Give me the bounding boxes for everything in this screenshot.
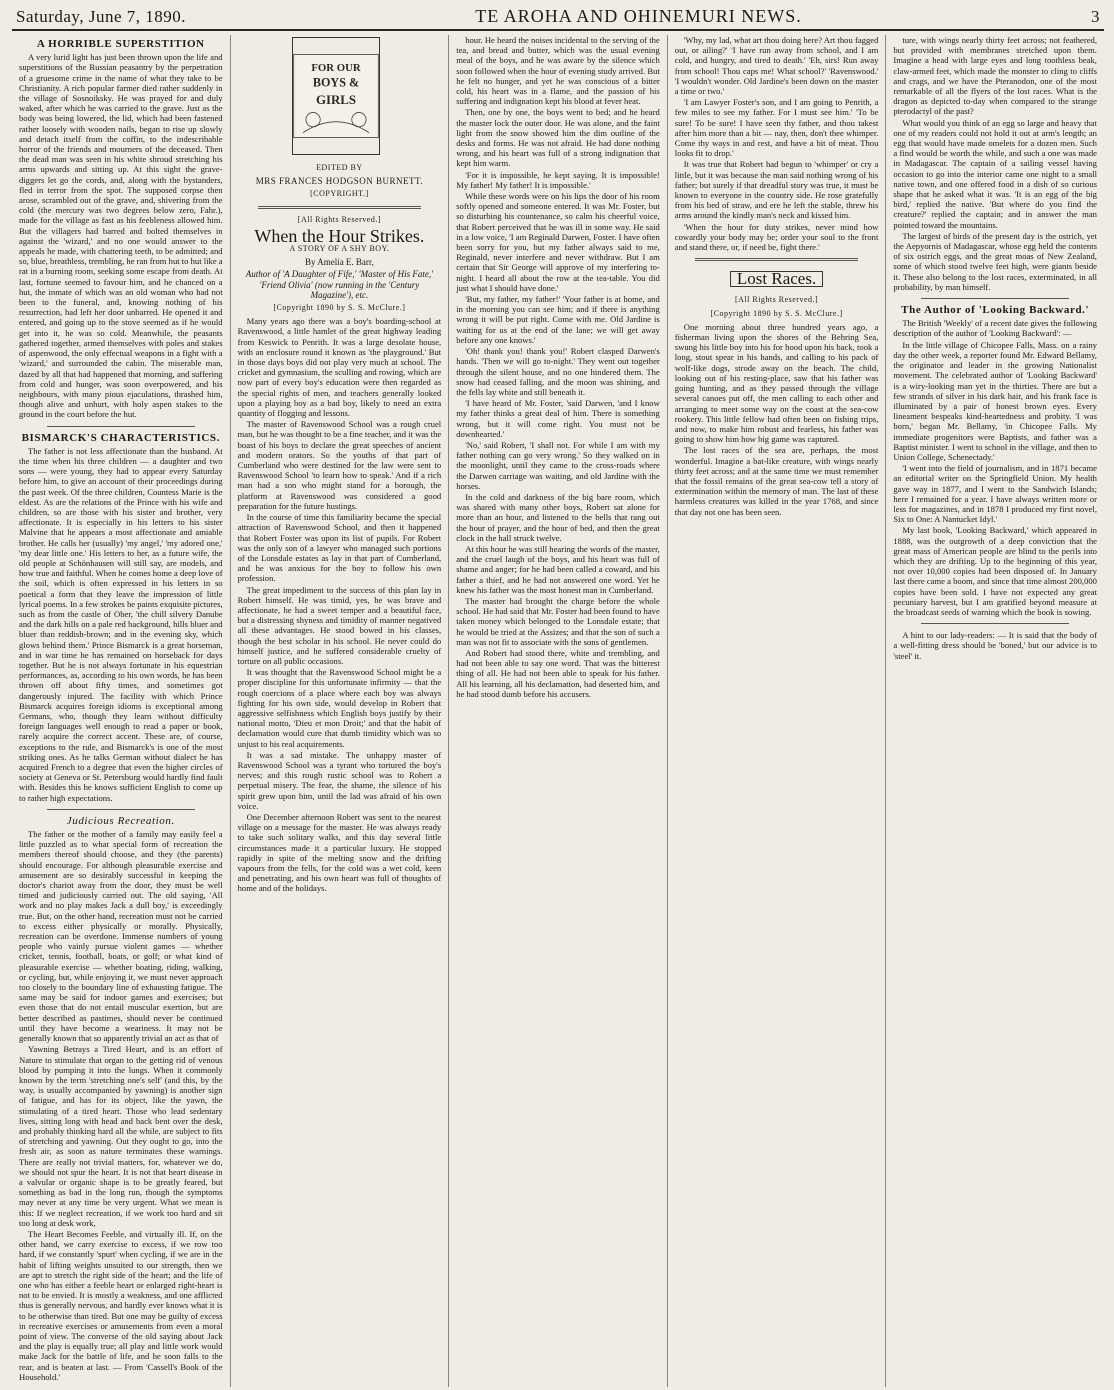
divider — [921, 623, 1069, 624]
article-paragraph: The father or the mother of a family may easily feel a little puzzled as to what special form of recreation the members thereof should choose, and they (the parents) should encourage. For although pleasurable exercise and amusement are so desirably successful in keeping the doctor's chariot away from the door, they must be well timed and judiciously carried out. The old saying, 'All work and no play makes Jack a dull boy,' is exceedingly true. But, on the other hand, recreation must not be carried to excess either physically or morally. Physically, recreation can be overdone. Immense numbers of young people who vainly pursue violent games — whether cricket, tennis, football, boats, or golf; or what kind of pleasurable exercise — whether boating, riding, walking, or cycling, but, while enjoying it, we must never approach too closely to the boundary line of exhausting fatigue. The same may be said for indoor games and exercises; but even those that do not entail muscular exertion, but are better described as pastimes, should never be continued until they have become a weariness. It may not be generally known that so apparently trivial an act as that of — [19, 829, 223, 1044]
story-paragraph: 'When the hour for duty strikes, never mind how cowardly your body may be; order your soul to the front and stand there, or, if need be, fight there.' — [674, 221, 879, 253]
article-paragraph: The British 'Weekly' of a recent date gives the following description of the author of 'Looking Backward': — — [893, 318, 1097, 339]
headline-bismarck: BISMARCK'S CHARACTERISTICS. — [21, 431, 220, 444]
article-paragraph: The father is not less affectionate than the husband. At the time when his three children — a daughter and two sons — were young, they had to appear every Saturday before him, to give an account of their proceedings during the past week. Of the three children, Countess Marie is the eldest. As are the relations of the Prince with his wife and children, so are those with his sister and brother, very affectionate. It is especially in his letters to his sister Malvine that he appears a most affectionate and amiable brother. He calls her (usually) 'my angel,' 'my adored one,' 'my dear little one.' His letters to her, as a future wife, the old people at Schönhausen will still say, are models, and how true and faithful. When he comes home a deep love of the soil, which is often expressed in his letters in so poetical a form that they leave the impression of little lyrical poems. In a few strokes he paints exquisite pictures, such as from the castle of Ober, 'the chill silvery Danube and the dark hills on a pale red background, hills bluer and bluer than reddish-brown; and in the evening sky, which glows behind them.' Prince Bismarck is a great horseman, and in war time he has remained on horseback for days together. But he is not always fortunate in his equestrian performances, as, according to his own words, he has been thrown off about fifty times, and sometimes got dangerously injured. The facility with which Prince Bismarck acquires foreign idioms is exceptional among Germans, who, though they learn without difficulty foreign languages well enough to read a paper or book, rarely acquire the correct accent. These are, of course, exceptions to the rule, and Bismarck's is one of the most striking ones. As he talks German without dialect he has acquired French to a degree that even the higher circles of society at Geneva or St. Petersburg would hardly find fault with. Besides this he knows sufficient English to come up to rather high expectations. — [19, 445, 223, 803]
article-paragraph: The largest of birds of the present day is the ostrich, yet the Aepyornis of Madagascar, whose egg held the contents of six ostrich eggs, and the great moas of New Zealand, some of which stood twelve feet high, were giants beside it. These also belong to the lost races, exterminated, in all probability, by man himself. — [893, 230, 1097, 292]
article-paragraph: A very lurid light has just been thrown upon the life and superstitions of the Russian peasantry by the perpetration of a gruesome crime in the name of what they take to be Christianity. A rich popular farmer died rather suddenly in the village of Sosnoiksky. He was prayed for and duly waked, after which he was carried to the grave. Just as the body was being lowered, the lid, which had been fastened rather loosely with wooden nails, began to rise up slowly and detach itself from the coffin, to the indescribable horror of the friends and mourners of the deceased. Then the dead man was seen in his white shroud stretching his arms upwards and sitting up. At this sight the grave-diggers let go the cords, and, along with the bystanders, fled in terror from the spot. The supposed corpse then arose, scrambled out of the grave, and, shivering from the cold (the mercury was two degrees below zero, Fahr.), made for the village as fast as his feebleness allowed him. But the villagers had barred and bolted themselves in against the 'wizard,' and no one would answer to the appeals he made, with chattering teeth, to be admitted; and so, blue, breathless, trembling, he ran from hut to hut like a rat in a burning room, seeking some escape from death. At last, fortune seemed to favour him, and he chanced on a hut, the inmate of which was an old woman who had not been to the funeral, and, knowing nothing of his resurrection, had left her door unbarred. He opened it and entered, and going up to the stove seemed as if he would get into it, he was so cold. Meanwhile, the peasants gathered together, armed themselves with poles and stakes of aspenwood, the only effectual weapons in a fight with a 'wizard,' and surrounded the cabin. The miserable man, dazed by all that had happened that morning, and suffering from cold and hunger, was soon overpowered, and his neighbours, with many pious ejaculations, thrashed him, though alive and unhurt, with holy aspen stakes to the ground in the court before the hut. — [19, 52, 223, 420]
story-paragraph: 'No,' said Robert, 'I shall not. For while I am with my father nothing can go very wrong.' So they walked on in the moonlight, until they came to the cross-roads where the Darwen carriage was waiting, and old Jardine with the horses. — [456, 439, 660, 491]
rights-reserved: [All Rights Reserved.] — [297, 214, 381, 224]
lost-races-title-wrap — [675, 267, 879, 291]
column-2 — [231, 35, 450, 1387]
masthead-page-number: 3 — [1091, 7, 1100, 26]
story-paragraph: The great impediment to the success of this plan lay in Robert himself. He was timid, yes, he was brave and affectionate, he had a sweet temper and a beautiful face, but a distressing shyness and timidity of manner negatived all these advantages. He stood bowed in his classes, though the best scholar in his school. He never could do himself justice, and he suffered considerable cruelty of torture on all public occasions. — [237, 584, 442, 666]
masthead-title: TE AROHA AND OHINEMURI NEWS. — [475, 6, 802, 26]
story-paragraph: The master had brought the charge before the whole school. He had said that Mr. Foster had been found to have taken money which belonged to the Lonsdale estate; that he would be tried at the Assizes; and that the son of such a man was not fit to associate with the sons of gentlemen. — [456, 595, 660, 647]
story-paragraph: Then, one by one, the boys went to bed; and he heard the master lock the outer door. He was alone, and the faint light from the snow showed him the dim outline of the desks and forms. He was not afraid. He had done nothing wrong, and his heart was full of a strong indignation that kept him warm. — [456, 107, 660, 169]
lost-races-rights: [All Rights Reserved.] — [734, 295, 819, 305]
story-paragraph: hour. He heard the noises incidental to the serving of the tea, and bread and butter, which was the usual evening meal of the boys, and he was aware by the silence which soon followed when the hour of evening study arrived. But he felt no hunger, and yet he was conscious of a bitter cold, his heart was in a flame, and the passion of his suffering and indignation kept his blood at fever heat. — [456, 35, 660, 107]
story-copyright: [Copyright 1890 by S. S. McClure.] — [273, 303, 406, 313]
divider — [47, 426, 195, 427]
story-title: When the Hour Strikes. — [254, 225, 425, 246]
lost-races-copyright: [Copyright 1890 by S. S. McClure.] — [710, 308, 843, 318]
story-subtitle: A STORY OF A SHY BOY. — [289, 244, 390, 254]
columns — [12, 35, 1104, 1387]
for-our-boys-and-girls-logo — [292, 37, 380, 155]
article-paragraph: The lost races of the sea are, perhaps, the most wonderful. Imagine a bat-like creature, with wings nearly thirty feet across; and at the same time we must remember that the fossil remains of the great sea-cow tell a story of extermination within the memory of man. The last of these harmless creatures was killed in the year 1768, and since that day not one has been seen. — [674, 445, 879, 517]
story-paragraph: It was true that Robert had begun to 'whimper' or cry a little, but it was because the man said nothing wrong of his father; but surely if that dreadful story was true, it must be known to everyone in the country side. He rose gratefully from his bed of straw, and ere he left the stable, threw his arms around the kindly man's neck and kissed him. — [674, 159, 879, 221]
edited-by: EDITED BY — [316, 163, 363, 172]
story-paragraph: And Robert had stood there, white and trembling, and had not been able to say one word. That was the bitterest thing of all. He had not been able to speak for his father. All his learning, all his declamation, had deserted him, and he had stood dumb before his accusers. — [456, 647, 660, 699]
column-3 — [449, 35, 668, 1387]
story-paragraph: 'I have heard of Mr. Foster, 'said Darwen, 'and I know my father thinks a great deal of him. There is something wrong, but it will come right. You must not be downhearted.' — [456, 398, 660, 439]
column-4 — [668, 35, 887, 1387]
story-paragraph: 'For it is impossible, he kept saying. It is impossible! My father! My father! It is impossible.' — [456, 169, 660, 190]
article-paragraph: ture, with wings nearly thirty feet across; not feathered, but provided with membranes stretched upon them. Imagine a head with large eyes and long toothless beak, claw-armed feet, which made the monster to cling to cliffs and crags, and we have the Pteranodon, one of the most remarkable of all the flyers of the lost races. What is the dragon as depicted to-day when compared to the strange pterodactyl of the past? — [893, 35, 1097, 117]
copyright-notice: [COPYRIGHT.] — [310, 189, 369, 199]
article-paragraph: 'I went into the field of journalism, and in 1871 became an editorial writer on the Springfield Union. My health gave way in 1877, and I went to the Sandwich Islands; here I remained for a year. I have always written more or less for magazines, and in 1878 I produced my first novel, Six to One: A Nantucket Idyl.' — [893, 463, 1097, 525]
divider — [258, 206, 422, 209]
story-paragraph: 'I am Lawyer Foster's son, and I am going to Penrith, a few miles to see my father. For I must see him.' 'To be sure! To be sure! I have seen thy father, and thou takest after him more than a bit — nay, then, don't thee whimper. Come thy ways in and rest, and have a bit of meat. Thou looks fit to drop.' — [674, 97, 879, 159]
svg-text:BOYS &: BOYS & — [313, 75, 360, 90]
headline-superstition: A HORRIBLE SUPERSTITION — [36, 38, 205, 50]
story-paragraph: The master of Ravenswood School was a rough cruel man, but he was thought to be a fine teacher, and it was the boast of his boys to declare the great speeches of ancient and modern orators. So the youths of that part of Cumberland who were destined for the law were sent to Ravenswood School 'to learn how to speak.' And if a rich man had a son who might stand for a borough, the platform at Ravenswood was considered a good preparation for the future hustings. — [237, 419, 442, 511]
story-paragraph: 'Oh! thank you! thank you!' Robert clasped Darwen's hands. 'Then we will go to-night.' They went out together through the silent house, and no one hindered them. The snow had ceased falling, and the moon was shining, and the fells lay white and still beneath it. — [456, 346, 660, 397]
article-paragraph: My last book, 'Looking Backward,' which appeared in 1888, was the outgrowth of a deep conviction that the great mass of American people are blind to the perils into which they are drifting. Up to the beginning of this year, not over 10,000 copies had been disposed of. In January last there came a boom, and since that time almost 200,000 copies have been sold. I have not expected any great pecuniary harvest, but I am gratified beyond measure at the broadcast seeds of warning which the book is sowing. — [893, 525, 1097, 617]
column-1 — [12, 35, 231, 1387]
svg-text:FOR OUR: FOR OUR — [311, 61, 362, 74]
lost-races-title: Lost Races. — [730, 271, 823, 287]
headline-recreation: Judicious Recreation. — [66, 814, 175, 827]
story-paragraph: One December afternoon Robert was sent to the nearest village on a message for the master. He was always ready to take such solitary walks, and this day several little circumstances made it a particular luxury. He stopped rapidly in spite of the melting snow and the drifting vapours from the fells, for the cold was a wet cold, keen and penetrating, and his own heart was full of thoughts of home and of the holidays. — [237, 811, 442, 894]
divider — [695, 258, 859, 261]
story-paragraph: 'Why, my lad, what art thou doing here? Art thou fagged out, or ailing?' 'I have run away from school, and I am cold, and hungry, and tired to death.' 'Eh, sirs! Run away from school! Thou caps me! What school?' 'Ravenswood.' 'I wouldn't wonder. Old Jardine's been down on the master a time or two.' — [674, 35, 879, 97]
editor-name: MRS FRANCES HODGSON BURNETT. — [255, 176, 424, 187]
article-paragraph: Yawning Betrays a Tired Heart, and is an effort of Nature to stimulate that organ to the getting rid of venous blood by pumping it into the lungs. When it commonly known by the term 'stretching one's self' (and this, by the way, is usually accompanied by yawning) is another sign of fatigue, and has for its object, like the yawn, the stimulating of a tired heart. Those who lead sedentary lives, sitting long with head and back bent over the desk, and probably thinking hard all the while, are subject to fits of stretching and yawning. Out they ought to go, into the fresh air, as soon as nature terminates these warnings. There are really not trivial matters, for, whatever we do, we should not spur the heart. It is not that heart disease in a valvular or organic shape is to be greatly feared, but something as bad in the long run, though the symptoms may never at any time be very urgent. What we mean is this: If we neglect recreation, if we work too hard and sit too long at desk work, — [19, 1044, 223, 1228]
story-paragraph: While these words were on his lips the door of his room softly opened and someone entered. It was Mr. Foster, but so disturbing his countenance, so calm his cheerful voice, that Robert perceived that he was ill in some way. He said in a low voice, 'I am Reginald Darwen, Foster. I have often been sorry for you, but my father always said to me, Reginald, never interfere and never withdraw. But I am certain that Sir George will approve of my interfering to-night. I heard all about the row at the tea-table. You did just what I should have done.' — [456, 191, 660, 293]
article-paragraph: A hint to our lady-readers: — It is said that the body of a well-fitting dress should be 'boned,' but our advice is to 'steel' it. — [893, 630, 1097, 661]
story-author: By Amelia E. Barr, — [304, 257, 374, 268]
divider — [47, 809, 195, 810]
story-paragraph: In the cold and darkness of the big bare room, which was shared with many other boys, Robert sat alone for more than an hour, and listened to the bells that rang out the hour of prayer, and the hour of bed, and then the great clock in the hall struck twelve. — [456, 491, 660, 543]
headline-looking-backward: The Author of 'Looking Backward.' — [901, 304, 1090, 317]
story-author-note: Author of 'A Daughter of Fife,' 'Master of His Fate,' 'Friend Olivia' (now running in the 'Century Magazine'), etc. — [245, 269, 434, 300]
column-5 — [886, 35, 1104, 1387]
story-paragraph: Many years ago there was a boy's boarding-school at Ravenswood, a little hamlet of the great highway leading from Keswick to Penrith. It was a large desolate house, with an enclosure round it known as 'the playground.' But in those days boys did not play very much at school. The cricket and gymnasium, the sculling and rowing, which are now part of every boy's education were then regarded as the special rights of men, and teachers generally looked upon a playing boy as a bad boy, likely to need an extra quantity of flogging and lessons. — [237, 316, 442, 419]
story-paragraph: It was thought that the Ravenswood School might be a proper discipline for this unfortunate infirmity — that the rough coercions of a place where each boy was always fighting for his own side, would develop in Robert that aggressive selfishness which English boys justify by their national motto, 'Dieu et mon Droit;' and that the habit of declamation would cure that dumb timidity which was so unjust to his real acquirements. — [237, 667, 442, 749]
article-paragraph: One morning about three hundred years ago, a fisherman living upon the shores of the Behring Sea, swung his little boy into his for hood upon his back, took a long, stout spear in his hands, and calling to his pack of wolf-like dogs, strode away on the beach. The child, looking out of his resting-place, saw that his father was going hunting, and as they passed through the village several canoes put off, the men calling to each other and arranging to meet some way on the coast at the sea-cow rookery. This little fellow had often been on fishing trips, and now, to make him robust and fearless, his father was going to show him how big game was captured. — [674, 321, 879, 445]
masthead-illustration-wrap — [238, 37, 442, 159]
story-paragraph: 'But, my father, my father!' 'Your father is at home, and in the morning you can see him; and if there is anything wrong it will be put right. Come with me. Old Jardine is waiting for us at the end of the lane; we will get away before any one knows.' — [456, 294, 660, 345]
article-paragraph: In the little village of Chicopee Falls, Mass. on a rainy day the other week, a reporter found Mr. Edward Bellamy, the originator and leader in the growing Nationalist movement. The celebrated author of 'Looking Backward' is a wiry-looking man yet in the thirties. There are but a few strands of silver in his dark hair, and his frank face is illuminated by a pair of honest brown eyes. Every lineament bespeaks kind-heartedness and probity. 'I was born,' began Mr. Bellamy, 'in Chicopee Falls. My immediate progenitors were Baptists, and father was a Baptist minister. I went to school in the village, and then to Union College, Schenectady.' — [893, 339, 1097, 462]
divider — [921, 298, 1069, 299]
article-paragraph: The Heart Becomes Feeble, and virtually ill. If, on the other hand, we carry exercise to excess, if we row too hard, if we constantly 'spurt' when cycling, if we are in the habit of lifting weights unsuited to our strength, then we are apt to stretch the right side of the heart; and the life of one who has either a feeble heart or enlarged right-heart is not to be envied. It is mostly a weakness, and one afflicted thus is generally nervous, and hardly ever knows what it is to be otherwise than tired. But one may be guilty of excess in recreative exercises or amusements from even a moral point of view. The converse of the old saying about Jack and the play is equally true; all play and little work would make Jack for the battle of life, and he soon falls to the rear, and is beaten at last. — From 'Cassell's Book of the Household.' — [19, 1228, 223, 1382]
story-paragraph: In the course of time this familiarity became the special attraction of Ravenswood School, and then it happened that Robert Foster was upon its list of pupils. For Robert was the only son of a lawyer who managed such portions of the Lonsdale estates as lay in that part of Cumberland, and he was anxious for the boy to follow his own profession. — [237, 512, 442, 584]
masthead — [12, 6, 1104, 31]
svg-text:GIRLS: GIRLS — [316, 92, 357, 107]
story-paragraph: At this hour he was still hearing the words of the master, and the cruel laugh of the boys, and his heart was full of shame and anger; for he had been called a coward, and his father a thief, and he had not answered one word. Yet he knew his father was the most honest man in Cumberland. — [456, 543, 660, 595]
story-paragraph: It was a sad mistake. The unhappy master of Ravenswood School was a tyrant who tortured the boy's nerves; and this rough rustic school was to Robert a perpetual misery. The fear, the shame, the silence of his spirit grew upon him, until the lad was afraid of his own voice. — [237, 749, 442, 811]
masthead-date: Saturday, June 7, 1890. — [16, 7, 186, 26]
article-paragraph: What would you think of an egg so large and heavy that one of my readers could not hold it out at arm's length; an egg that would have made omelets for a dozen men. Such a find would be worth the while, and such a one was made in Madagascar. The captain of a sailing vessel having occasion to go into the interior came one night to a small native town, and one offered food in a dish of so curious shape that he asked what it was. 'It is an egg of the big bird,' replied the native. 'But where do you find the creature?' replied the captain; and in answer the man pointed toward the mountains. — [893, 117, 1097, 230]
